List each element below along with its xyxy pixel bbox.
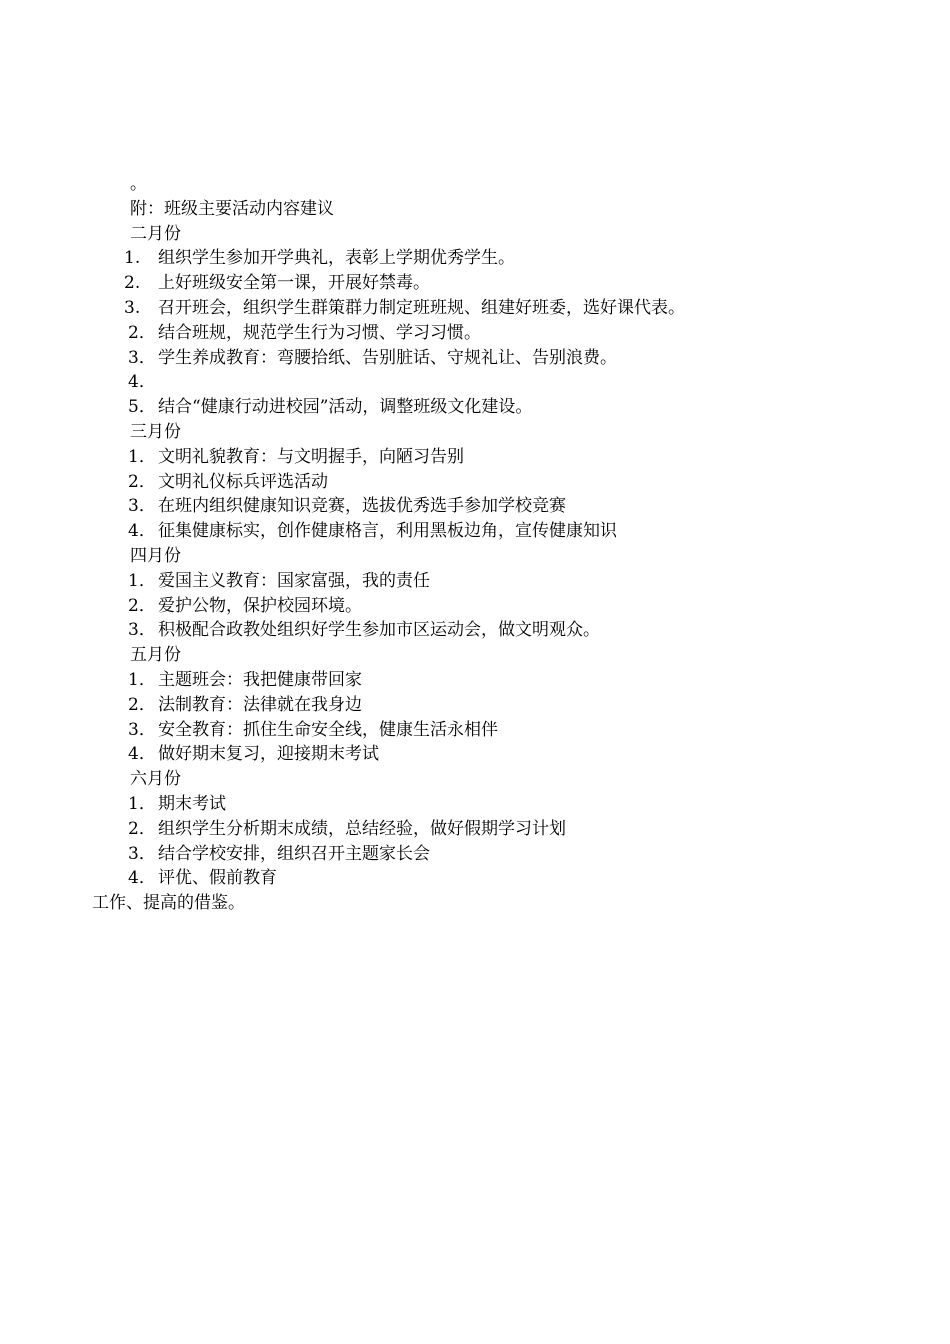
- list-item: [0, 470, 950, 495]
- closing-line: [0, 891, 950, 916]
- item-text: 安全教育：抓住生命安全线，健康生活永相伴: [158, 719, 498, 740]
- item-number: 2．: [128, 595, 156, 616]
- list-item: [0, 246, 950, 271]
- document-body: [0, 172, 950, 916]
- item-text: 积极配合政教处组织好学生参加市区运动会，做文明观众。: [158, 620, 600, 641]
- line-text: 。: [130, 174, 147, 194]
- list-item: [0, 321, 950, 346]
- item-text: 组织学生参加开学典礼，表彰上学期优秀学生。: [158, 248, 515, 269]
- item-number: 1．: [128, 570, 156, 591]
- item-number: 2．: [128, 694, 156, 715]
- line-text: 工作、提高的借鉴。: [92, 893, 245, 914]
- list-item: [0, 494, 950, 519]
- item-number: 3．: [128, 496, 156, 517]
- list-item: [0, 370, 950, 395]
- list-item: [0, 866, 950, 891]
- item-number: 3．: [128, 843, 156, 864]
- item-text: 爱国主义教育：国家富强，我的责任: [158, 570, 430, 591]
- list-item: [0, 296, 950, 321]
- item-text: 文明礼貌教育：与文明握手，向陋习告别: [158, 446, 464, 467]
- item-text: 召开班会，组织学生群策群力制定班班规、组建好班委，选好课代表。: [158, 297, 685, 318]
- list-item: [0, 792, 950, 817]
- heading-text: 五月份: [130, 645, 181, 666]
- item-text: 主题班会：我把健康带回家: [158, 669, 362, 690]
- item-number: 4．: [128, 744, 156, 765]
- item-number: 2．: [128, 322, 156, 343]
- list-item: [0, 519, 950, 544]
- list-item: [0, 817, 950, 842]
- item-text: 组织学生分析期末成绩，总结经验，做好假期学习计划: [158, 818, 566, 839]
- list-item: [0, 569, 950, 594]
- item-text: 爱护公物，保护校园环境。: [158, 595, 362, 616]
- month-heading-february: [0, 222, 950, 247]
- list-item: [0, 271, 950, 296]
- line-text: 附：班级主要活动内容建议: [130, 198, 334, 219]
- month-heading-june: [0, 767, 950, 792]
- item-number: 3．: [128, 620, 156, 641]
- item-text: 结合“健康行动进校园”活动，调整班级文化建设。: [158, 397, 533, 418]
- item-text: 在班内组织健康知识竞赛，选拔优秀选手参加学校竞赛: [158, 496, 566, 517]
- list-item: [0, 395, 950, 420]
- list-item: [0, 693, 950, 718]
- item-text: 上好班级安全第一课，开展好禁毒。: [158, 273, 430, 294]
- item-text: 征集健康标实，创作健康格言，利用黑板边角，宣传健康知识: [158, 521, 617, 542]
- item-text: 结合学校安排，组织召开主题家长会: [158, 843, 430, 864]
- item-number: 4．: [128, 521, 156, 542]
- item-text: 文明礼仪标兵评选活动: [158, 471, 328, 492]
- item-text: 结合班规，规范学生行为习惯、学习习惯。: [158, 322, 481, 343]
- list-item: [0, 445, 950, 470]
- list-item: [0, 718, 950, 743]
- item-number: 1.: [124, 248, 141, 269]
- item-number: 1．: [128, 446, 156, 467]
- list-item: [0, 618, 950, 643]
- item-text: 学生养成教育：弯腰拾纸、告别脏话、守规礼让、告别浪费。: [158, 347, 617, 368]
- heading-text: 四月份: [130, 545, 181, 566]
- heading-text: 六月份: [130, 769, 181, 790]
- stray-period-line: [0, 172, 950, 197]
- item-number: 3．: [128, 719, 156, 740]
- item-text: 做好期末复习，迎接期末考试: [158, 744, 379, 765]
- item-number: 3．: [128, 347, 156, 368]
- month-heading-march: [0, 420, 950, 445]
- heading-text: 三月份: [130, 421, 181, 442]
- list-item: [0, 742, 950, 767]
- item-number: 4．: [128, 372, 156, 393]
- list-item: [0, 594, 950, 619]
- item-number: 3.: [124, 297, 141, 318]
- item-number: 2．: [128, 818, 156, 839]
- item-number: 2.: [124, 273, 141, 294]
- list-item: [0, 668, 950, 693]
- item-text: 法制教育：法律就在我身边: [158, 694, 362, 715]
- item-number: 2．: [128, 471, 156, 492]
- item-text: 评优、假前教育: [158, 868, 277, 889]
- heading-text: 二月份: [130, 223, 181, 244]
- list-item: [0, 346, 950, 371]
- month-heading-may: [0, 643, 950, 668]
- item-text: 期末考试: [158, 793, 226, 814]
- item-number: 4．: [128, 868, 156, 889]
- item-number: 5．: [128, 397, 156, 418]
- item-number: 1．: [128, 793, 156, 814]
- appendix-title: [0, 197, 950, 222]
- month-heading-april: [0, 544, 950, 569]
- list-item: [0, 842, 950, 867]
- item-number: 1．: [128, 669, 156, 690]
